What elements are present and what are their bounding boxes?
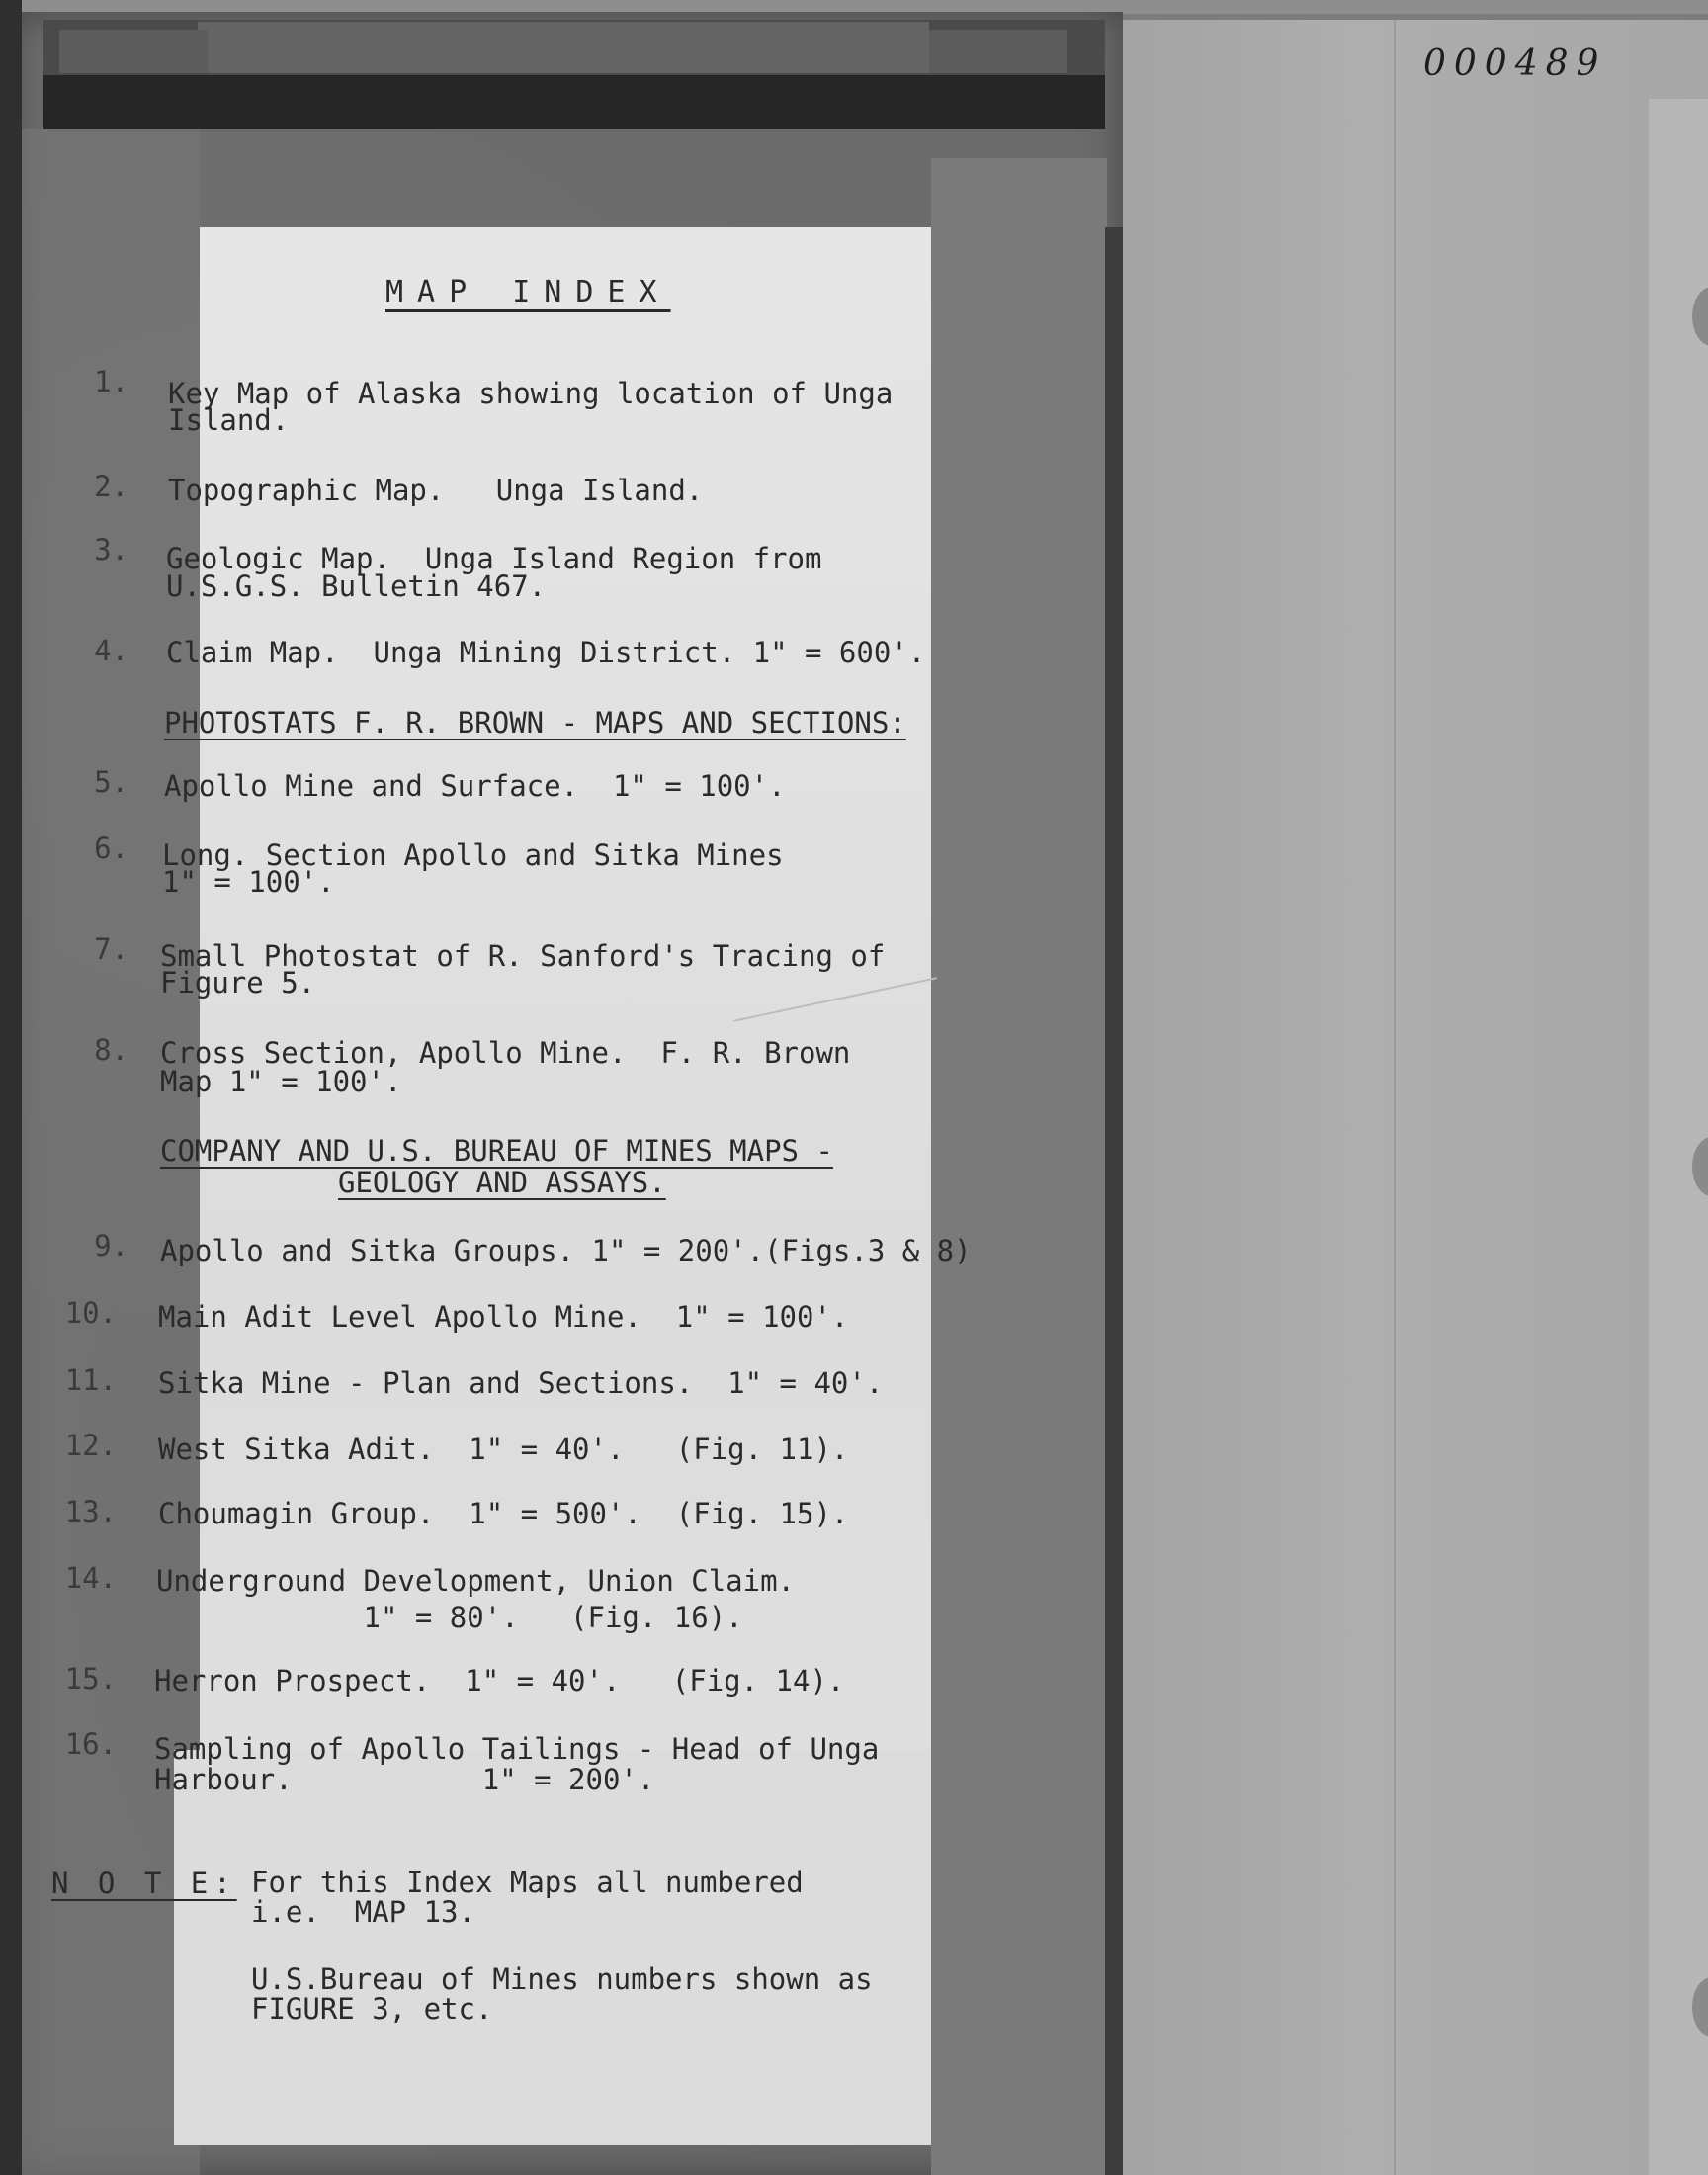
item-number: 6. [94, 831, 128, 865]
item-text: 1" = 100'. [162, 865, 335, 899]
item-number: 14. [64, 1561, 117, 1595]
archive-number: 000489 [1423, 44, 1607, 84]
item-text: Apollo Mine and Surface. 1" = 100'. [164, 769, 786, 803]
item-text: West Sitka Adit. 1" = 40'. (Fig. 11). [158, 1433, 849, 1466]
item-number: 5. [94, 765, 128, 799]
item-number: 1. [94, 365, 128, 398]
page-title: MAP INDEX [385, 275, 671, 309]
item-text: Small Photostat of R. Sanford's Tracing of [160, 939, 886, 973]
section-heading-photostats: PHOTOSTATS F. R. BROWN - MAPS AND SECTIONS: [164, 706, 906, 740]
item-number: 10. [64, 1296, 117, 1330]
board-edge [1105, 227, 1123, 2175]
item-text: Island. [168, 403, 290, 437]
adjacent-page-edge [1649, 99, 1708, 2175]
item-number: 7. [94, 932, 128, 966]
item-text: 1" = 80'. (Fig. 16). [156, 1601, 743, 1634]
note-text: FIGURE 3, etc. [251, 1992, 493, 2026]
item-text: Claim Map. Unga Mining District. 1" = 600'. [166, 636, 926, 669]
item-text: U.S.G.S. Bulletin 467. [166, 569, 547, 603]
item-text: Topographic Map. Unga Island. [168, 474, 704, 507]
item-number: 9. [94, 1229, 128, 1262]
note-text: U.S.Bureau of Mines numbers shown as [251, 1962, 873, 1996]
note-text: For this Index Maps all numbered [251, 1866, 804, 1899]
item-text: Main Adit Level Apollo Mine. 1" = 100'. [158, 1300, 849, 1334]
item-text: Sitka Mine - Plan and Sections. 1" = 40'. [158, 1366, 884, 1400]
item-text: Underground Development, Union Claim. [156, 1564, 796, 1598]
adjacent-page-crease [1394, 20, 1396, 2175]
binder-clip-tab-left [59, 30, 208, 73]
item-number: 11. [64, 1363, 117, 1397]
index-slip-lower [174, 1750, 931, 2145]
item-number: 4. [94, 634, 128, 667]
item-text: Map 1" = 100'. [160, 1065, 402, 1098]
item-number: 2. [94, 470, 128, 503]
item-text: Figure 5. [160, 966, 316, 1000]
section-heading-geology: GEOLOGY AND ASSAYS. [338, 1166, 666, 1199]
item-text: Sampling of Apollo Tailings - Head of Unga [154, 1732, 880, 1766]
binder-clip-tab-right [929, 30, 1068, 73]
item-text: Herron Prospect. 1" = 40'. (Fig. 14). [154, 1664, 845, 1697]
item-number: 12. [64, 1429, 117, 1462]
item-number: 8. [94, 1033, 128, 1067]
item-text: Geologic Map. Unga Island Region from [166, 542, 822, 575]
left-edge [0, 0, 22, 2175]
note-text: i.e. MAP 13. [251, 1895, 475, 1929]
item-number: 15. [64, 1662, 117, 1696]
section-heading-company: COMPANY AND U.S. BUREAU OF MINES MAPS - [160, 1134, 833, 1168]
note-label: N O T E: [51, 1867, 237, 1900]
tape-strip-right [931, 158, 1107, 2175]
item-text: Choumagin Group. 1" = 500'. (Fig. 15). [158, 1497, 849, 1530]
item-text: Cross Section, Apollo Mine. F. R. Brown [160, 1036, 851, 1070]
binder-clip-shadow [43, 75, 1105, 129]
adjacent-page [1123, 20, 1708, 2175]
item-number: 3. [94, 533, 128, 566]
binder-clip-highlight [198, 22, 929, 73]
item-text: Harbour. 1" = 200'. [154, 1763, 655, 1796]
item-text: Key Map of Alaska showing location of Unga [168, 377, 894, 410]
item-text: Long. Section Apollo and Sitka Mines [162, 838, 784, 872]
item-number: 16. [64, 1727, 117, 1761]
item-number: 13. [64, 1495, 117, 1528]
item-text: Apollo and Sitka Groups. 1" = 200'.(Figs.3 & 8) [160, 1234, 972, 1267]
